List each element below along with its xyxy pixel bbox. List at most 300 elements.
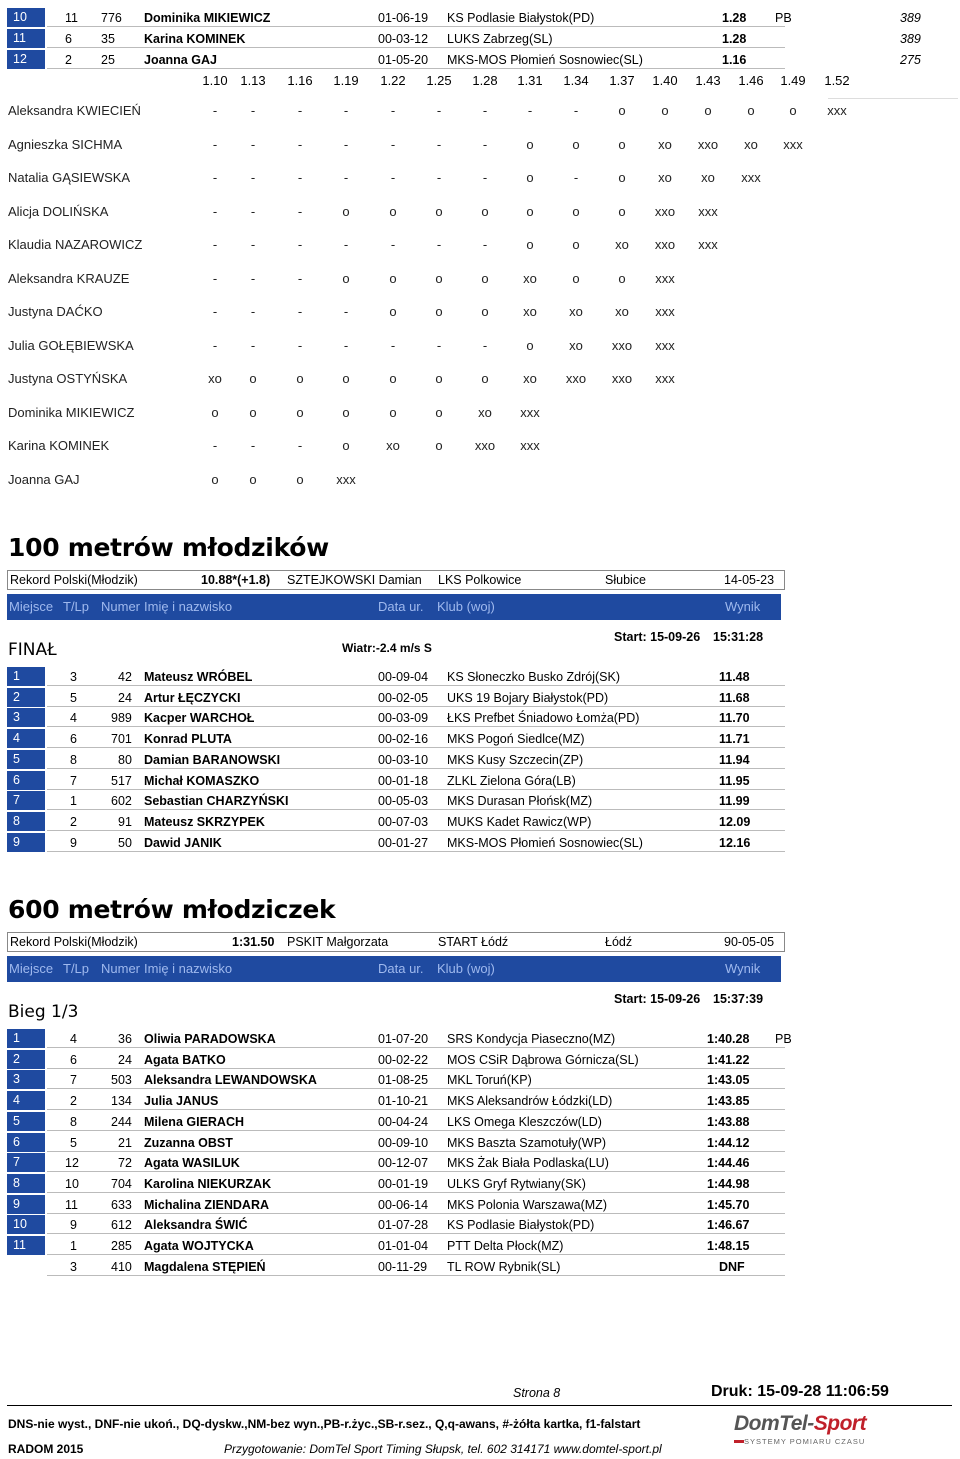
attempt-mark: - xyxy=(482,136,488,152)
result-cell: 1:43.88 xyxy=(707,1114,750,1129)
attempt-mark: o xyxy=(435,404,443,420)
name-cell: Aleksandra ŚWIĆ xyxy=(144,1218,248,1233)
header-dob: Data ur. xyxy=(378,961,424,976)
result-cell: 1:48.15 xyxy=(707,1239,750,1253)
athlete-name: Natalia GĄSIEWSKA xyxy=(8,170,131,185)
attempt-mark: xo xyxy=(523,304,537,319)
bib-cell: 50 xyxy=(118,835,132,850)
name-cell: Aleksandra LEWANDOWSKA xyxy=(144,1073,317,1088)
header-place: Miejsce xyxy=(9,961,54,976)
attempt-mark: xxo xyxy=(611,371,633,386)
club-cell: ŁKS Prefbet Śniadowo Łomża(PD) xyxy=(447,711,640,726)
table-row xyxy=(7,1029,792,1048)
attempt-mark: o xyxy=(572,237,580,252)
place-badge: 11 xyxy=(7,1236,45,1255)
attempt-mark: - xyxy=(343,304,349,319)
height-label: 1.34 xyxy=(563,73,589,88)
club-cell: MKL Toruń(KP) xyxy=(447,1073,532,1088)
bib-cell: 410 xyxy=(111,1259,132,1274)
attempt-mark: xxo xyxy=(654,203,676,219)
name-cell: Agata WASILUK xyxy=(144,1156,240,1171)
table-row xyxy=(7,1050,785,1069)
lane-cell: 12 xyxy=(65,1156,79,1171)
attempt-mark: - xyxy=(250,203,256,219)
attempt-mark: - xyxy=(250,438,256,453)
dob-cell: 01-10-21 xyxy=(378,1094,429,1109)
bib-cell: 91 xyxy=(118,814,132,829)
attempt-mark: - xyxy=(436,136,442,152)
row-divider xyxy=(47,809,785,810)
attempt-mark: - xyxy=(343,237,349,252)
record-date: 90-05-05 xyxy=(724,935,775,949)
club-cell: KS Słoneczko Busko Zdrój(SK) xyxy=(447,670,620,684)
start-time: 15:37:39 xyxy=(713,992,764,1006)
row-divider xyxy=(47,1213,785,1214)
attempt-mark: xo xyxy=(523,371,537,386)
dob-cell: 00-01-18 xyxy=(378,773,429,788)
place-badge: 4 xyxy=(7,1091,45,1110)
club-cell: PTT Delta Płock(MZ) xyxy=(447,1239,564,1253)
table-row xyxy=(7,1236,785,1255)
dob-cell: 00-09-04 xyxy=(378,670,429,684)
list-item xyxy=(0,304,960,324)
lane-cell: 6 xyxy=(70,732,77,747)
dob-cell: 00-09-10 xyxy=(378,1135,429,1150)
place-badge: 5 xyxy=(7,1112,45,1131)
attempt-mark: - xyxy=(297,103,303,118)
club-cell: MKS Polonia Warszawa(MZ) xyxy=(447,1197,607,1212)
place-badge: 2 xyxy=(7,1050,45,1069)
attempt-mark: - xyxy=(527,103,533,118)
club-cell: MKS Baszta Szamotuły(WP) xyxy=(447,1135,607,1150)
attempt-mark: xxx xyxy=(655,371,675,386)
bib-cell: 25 xyxy=(101,53,115,67)
club-cell: MKS-MOS Płomień Sosnowiec(SL) xyxy=(447,835,643,850)
dob-cell: 00-03-12 xyxy=(378,32,429,46)
attempt-mark: xxo xyxy=(565,371,587,386)
attempt-mark: xo xyxy=(386,438,400,453)
result-cell: 11.71 xyxy=(719,732,750,747)
bib-cell: 285 xyxy=(111,1239,132,1253)
record-place: Łódź xyxy=(605,935,633,949)
row-divider xyxy=(47,851,785,852)
place-badge: 9 xyxy=(7,1195,45,1214)
attempt-mark: - xyxy=(250,103,256,118)
attempt-mark: - xyxy=(212,237,218,252)
table-row xyxy=(7,1091,785,1110)
header-name: Imię i nazwisko xyxy=(144,599,233,614)
attempt-mark: o xyxy=(481,270,489,286)
attempt-mark: - xyxy=(436,103,442,118)
points-cell: 389 xyxy=(900,11,921,25)
record-place: Słubice xyxy=(605,573,646,587)
row-divider xyxy=(47,1109,785,1110)
table-header xyxy=(7,594,781,620)
table-row xyxy=(7,1070,785,1089)
height-label: 1.16 xyxy=(287,73,313,88)
place-badge: 3 xyxy=(7,1070,45,1089)
round-label: Bieg 1/3 xyxy=(8,1002,79,1022)
attempt-mark: o xyxy=(618,203,626,219)
name-cell: Agata WOJTYCKA xyxy=(144,1239,254,1253)
attempt-mark: xxx xyxy=(827,103,847,118)
club-cell: MKS Kusy Szczecin(ZP) xyxy=(447,752,584,767)
attempt-mark: xxx xyxy=(655,304,675,319)
table-row xyxy=(7,29,785,48)
athlete-name: Julia GOŁĘBIEWSKA xyxy=(8,337,134,353)
athlete-name: Joanna GAJ xyxy=(8,471,80,487)
bib-cell: 633 xyxy=(111,1197,132,1212)
record-holder: SZTEJKOWSKI Damian xyxy=(287,573,422,587)
name-cell: Karolina NIEKURZAK xyxy=(144,1176,272,1191)
result-cell: DNF xyxy=(719,1259,745,1274)
header-lane: T/Lp xyxy=(63,961,90,976)
table-row xyxy=(7,750,785,769)
attempt-mark: - xyxy=(212,170,218,185)
attempt-mark: - xyxy=(250,136,256,152)
club-cell: LKS Omega Kleszczów(LD) xyxy=(447,1114,602,1129)
row-divider xyxy=(47,26,785,27)
attempt-mark: - xyxy=(212,103,218,118)
result-cell: 12.09 xyxy=(719,814,751,829)
dob-cell: 01-01-04 xyxy=(378,1239,429,1253)
attempt-mark: - xyxy=(297,337,303,353)
attempt-mark: - xyxy=(250,337,256,353)
points-cell: 389 xyxy=(900,32,921,46)
height-label: 1.49 xyxy=(780,73,806,88)
lane-cell: 7 xyxy=(70,1073,77,1088)
table-row xyxy=(7,1257,785,1276)
header-lane: T/Lp xyxy=(63,599,90,614)
name-cell: Milena GIERACH xyxy=(144,1114,245,1129)
start-time: 15:31:28 xyxy=(713,630,764,644)
club-cell: MKS Żak Biała Podlaska(LU) xyxy=(447,1156,609,1171)
attempt-mark: o xyxy=(342,203,350,219)
attempt-mark: - xyxy=(482,237,488,252)
athlete-name: Karina KOMINEK xyxy=(8,438,110,453)
lane-cell: 2 xyxy=(65,53,72,67)
athlete-name: Alicja DOLIŃSKA xyxy=(8,203,109,219)
attempt-mark: o xyxy=(389,404,397,420)
print-timestamp: Druk: 15-09-28 11:06:59 xyxy=(711,1383,889,1400)
height-label: 1.46 xyxy=(738,73,764,88)
attempt-mark: xxx xyxy=(655,337,675,353)
lane-cell: 10 xyxy=(65,1176,79,1191)
club-cell: MUKS Kadet Rawicz(WP) xyxy=(447,814,592,829)
header-dob: Data ur. xyxy=(378,599,424,614)
record-value: 1:31.50 xyxy=(232,935,275,949)
result-cell: 1:41.22 xyxy=(707,1052,750,1067)
attempt-mark: o xyxy=(249,471,257,487)
logo-subtitle: SYSTEMY POMIARU CZASU xyxy=(744,1437,866,1446)
attempt-mark: xo xyxy=(744,136,758,152)
height-label: 1.13 xyxy=(240,73,266,88)
height-label: 1.31 xyxy=(517,73,543,88)
attempt-mark: o xyxy=(435,270,443,286)
name-cell: Dominika MIKIEWICZ xyxy=(144,11,271,25)
attempt-mark: - xyxy=(436,170,442,185)
header-result: Wynik xyxy=(725,961,761,976)
attempt-mark: - xyxy=(212,337,218,353)
row-divider xyxy=(47,1151,785,1152)
attempt-mark: - xyxy=(343,103,349,118)
list-item xyxy=(0,137,960,157)
club-cell: MKS Pogoń Siedlce(MZ) xyxy=(447,732,585,747)
bib-cell: 134 xyxy=(111,1094,132,1109)
attempt-mark: - xyxy=(297,170,303,185)
attempt-mark: xxx xyxy=(741,170,761,185)
attempt-mark: xo xyxy=(615,304,629,319)
name-cell: Agata BATKO xyxy=(144,1052,226,1067)
table-row xyxy=(7,50,785,69)
attempt-mark: o xyxy=(389,304,397,319)
club-cell: SRS Kondycja Piaseczno(MZ) xyxy=(447,1032,616,1046)
result-cell: 11.48 xyxy=(719,670,750,684)
lane-cell: 11 xyxy=(65,11,78,25)
dob-cell: 00-03-10 xyxy=(378,752,429,767)
height-label: 1.22 xyxy=(380,73,406,88)
name-cell: Konrad PLUTA xyxy=(144,732,232,747)
attempt-mark: - xyxy=(250,304,256,319)
header-club: Klub (woj) xyxy=(437,961,495,976)
name-cell: Dawid JANIK xyxy=(144,835,222,850)
attempt-mark: - xyxy=(212,136,218,152)
club-cell: ULKS Gryf Rytwiany(SK) xyxy=(447,1176,586,1191)
row-divider xyxy=(47,1047,785,1048)
attempt-mark: - xyxy=(343,337,349,353)
list-item xyxy=(0,103,960,123)
header-name: Imię i nazwisko xyxy=(144,961,233,976)
attempt-mark: - xyxy=(297,203,303,219)
list-item xyxy=(0,438,960,458)
dob-cell: 00-02-16 xyxy=(378,732,429,747)
header-place: Miejsce xyxy=(9,599,54,614)
result-cell: 1:43.05 xyxy=(707,1073,750,1088)
lane-cell: 8 xyxy=(70,1114,77,1129)
bib-cell: 503 xyxy=(111,1073,132,1088)
record-label: Rekord Polski(Młodzik) xyxy=(10,935,138,949)
attempt-mark: o xyxy=(435,203,443,219)
bib-cell: 21 xyxy=(118,1135,132,1150)
attempt-mark: o xyxy=(526,237,534,252)
attempt-mark: - xyxy=(297,136,303,152)
start-label: Start: 15-09-26 xyxy=(614,992,701,1006)
place-badge: 1 xyxy=(7,1029,45,1048)
athlete-name: Agnieszka SICHMA xyxy=(8,136,123,152)
lane-cell: 6 xyxy=(70,1052,77,1067)
place-badge: 7 xyxy=(7,791,45,810)
result-cell: 12.16 xyxy=(719,835,751,850)
place-badge: 7 xyxy=(7,1153,45,1172)
bib-cell: 517 xyxy=(111,773,132,788)
attempt-mark: o xyxy=(481,371,489,386)
attempt-mark: - xyxy=(573,103,579,118)
table-row xyxy=(7,1133,785,1152)
dob-cell: 00-02-05 xyxy=(378,690,429,705)
event-name: RADOM 2015 xyxy=(8,1442,84,1456)
place-badge: 6 xyxy=(7,771,45,790)
header-club: Klub (woj) xyxy=(437,599,495,614)
lane-cell: 3 xyxy=(70,670,77,684)
club-cell: KS Podlasie Białystok(PD) xyxy=(447,1218,595,1233)
list-item xyxy=(0,405,960,425)
height-label: 1.25 xyxy=(426,73,452,88)
attempt-mark: o xyxy=(389,270,397,286)
lane-cell: 1 xyxy=(70,794,77,809)
attempt-mark: - xyxy=(297,304,303,319)
row-divider xyxy=(47,1254,785,1255)
name-cell: Mateusz SKRZYPEK xyxy=(144,814,265,829)
bib-cell: 36 xyxy=(118,1032,132,1046)
table-row xyxy=(7,1215,785,1234)
lane-cell: 5 xyxy=(70,1135,77,1150)
note-cell: PB xyxy=(775,11,792,25)
attempt-mark: xxo xyxy=(654,237,676,252)
athlete-name: Aleksandra KRAUZE xyxy=(8,270,130,286)
list-item xyxy=(0,371,960,391)
name-cell: Karina KOMINEK xyxy=(144,32,246,46)
attempt-mark: xo xyxy=(569,337,583,353)
dob-cell: 01-06-19 xyxy=(378,11,429,25)
attempt-mark: xxx xyxy=(698,203,718,219)
attempt-mark: xo xyxy=(208,371,222,386)
attempt-mark: o xyxy=(618,136,626,152)
dob-cell: 01-07-28 xyxy=(378,1218,429,1233)
row-divider xyxy=(47,1130,785,1131)
row-divider xyxy=(47,1233,785,1234)
attempt-mark: xo xyxy=(569,304,583,319)
header-result: Wynik xyxy=(725,599,761,614)
row-divider xyxy=(47,830,785,831)
attempt-mark: o xyxy=(211,471,219,487)
attempt-mark: xxx xyxy=(698,237,718,252)
attempt-mark: o xyxy=(249,371,257,386)
place-badge: 8 xyxy=(7,1174,45,1193)
attempt-mark: - xyxy=(390,237,396,252)
attempt-mark: o xyxy=(342,438,350,453)
lane-cell: 7 xyxy=(70,773,77,788)
attempt-mark: - xyxy=(250,170,256,185)
height-label: 1.19 xyxy=(333,73,359,88)
table-row xyxy=(7,667,785,686)
attempt-mark: - xyxy=(390,170,396,185)
name-cell: Joanna GAJ xyxy=(144,53,217,67)
wind-label: Wiatr:-2.4 m/s S xyxy=(342,641,432,655)
result-cell: 11.94 xyxy=(719,752,750,767)
attempt-mark: - xyxy=(573,170,579,185)
dob-cell: 00-05-03 xyxy=(378,794,429,809)
bib-cell: 24 xyxy=(118,690,132,705)
attempt-mark: - xyxy=(297,438,303,453)
attempt-mark: xxo xyxy=(611,337,633,353)
header-bib: Numer xyxy=(101,961,141,976)
row-divider xyxy=(47,47,785,48)
row-divider xyxy=(47,1275,785,1276)
attempt-mark: o xyxy=(572,270,580,286)
result-cell: 1:44.98 xyxy=(707,1176,750,1191)
attempt-mark: o xyxy=(389,371,397,386)
attempt-mark: o xyxy=(526,136,534,152)
attempt-mark: - xyxy=(482,337,488,353)
attempt-mark: o xyxy=(435,371,443,386)
attempt-mark: o xyxy=(572,136,580,152)
attempt-mark: o xyxy=(618,103,626,118)
attempt-mark: - xyxy=(250,270,256,286)
name-cell: Damian BARANOWSKI xyxy=(144,752,281,767)
attempt-mark: o xyxy=(389,203,397,219)
club-cell: MKS Durasan Płońsk(MZ) xyxy=(447,794,593,809)
attempt-mark: o xyxy=(296,404,304,420)
club-cell: LUKS Zabrzeg(SL) xyxy=(447,32,553,46)
table-row xyxy=(7,8,792,27)
record-holder: PSKIT Małgorzata xyxy=(287,935,389,949)
attempt-mark: o xyxy=(618,270,626,286)
lane-cell: 11 xyxy=(65,1197,78,1212)
club-cell: MKS Aleksandrów Łódzki(LD) xyxy=(447,1094,613,1109)
dob-cell: 00-03-09 xyxy=(378,711,429,726)
result-cell: 1:43.85 xyxy=(707,1094,750,1109)
list-item xyxy=(0,338,960,358)
place-badge: 11 xyxy=(7,29,45,48)
athlete-name: Justyna DAĆKO xyxy=(8,304,103,319)
attempt-mark: o xyxy=(342,404,350,420)
round-label: FINAŁ xyxy=(8,640,57,660)
bib-cell: 42 xyxy=(118,670,132,684)
bib-cell: 776 xyxy=(101,11,122,25)
list-item xyxy=(0,204,960,224)
place-badge: 10 xyxy=(7,1215,45,1234)
attempt-mark: o xyxy=(789,103,797,118)
lane-cell: 5 xyxy=(70,690,77,705)
page-number: Strona 8 xyxy=(513,1386,561,1400)
note-cell: PB xyxy=(775,1032,792,1046)
row-divider xyxy=(47,789,785,790)
place-badge: 1 xyxy=(7,667,45,686)
attempt-mark: xxx xyxy=(655,270,675,286)
attempt-mark: o xyxy=(704,103,712,118)
name-cell: Magdalena STĘPIEŃ xyxy=(144,1259,266,1274)
attempt-mark: o xyxy=(211,404,219,420)
dob-cell: 01-07-20 xyxy=(378,1032,429,1046)
row-divider xyxy=(47,1192,785,1193)
header-bib: Numer xyxy=(101,599,141,614)
attempt-mark: xo xyxy=(478,404,492,420)
result-cell: 1:40.28 xyxy=(707,1032,750,1046)
record-club: LKS Polkowice xyxy=(438,573,522,587)
lane-cell: 2 xyxy=(70,814,77,829)
attempt-mark: - xyxy=(297,270,303,286)
place-badge: 3 xyxy=(7,708,45,727)
lane-cell: 1 xyxy=(70,1239,77,1253)
table-row xyxy=(7,729,785,748)
lane-cell: 9 xyxy=(70,835,77,850)
attempt-mark: xxo xyxy=(697,136,719,152)
footer-divider xyxy=(7,1405,952,1406)
name-cell: Artur ŁĘCZYCKI xyxy=(144,690,241,705)
prepared-by: Przygotowanie: DomTel Sport Timing Słupsk, tel. 602 314171 www.domtel-sport.pl xyxy=(224,1442,662,1456)
table-row xyxy=(7,1153,785,1172)
lane-cell: 6 xyxy=(65,32,72,46)
list-item xyxy=(0,237,960,257)
attempt-mark: o xyxy=(526,337,534,353)
logo-text-b: Sport xyxy=(813,1412,867,1435)
club-cell: MOS CSiR Dąbrowa Górnicza(SL) xyxy=(447,1052,639,1067)
attempt-mark: o xyxy=(618,170,626,185)
height-label: 1.10 xyxy=(202,73,228,88)
attempt-mark: o xyxy=(572,203,580,219)
bib-cell: 72 xyxy=(118,1156,132,1171)
result-cell: 1:45.70 xyxy=(707,1197,750,1212)
